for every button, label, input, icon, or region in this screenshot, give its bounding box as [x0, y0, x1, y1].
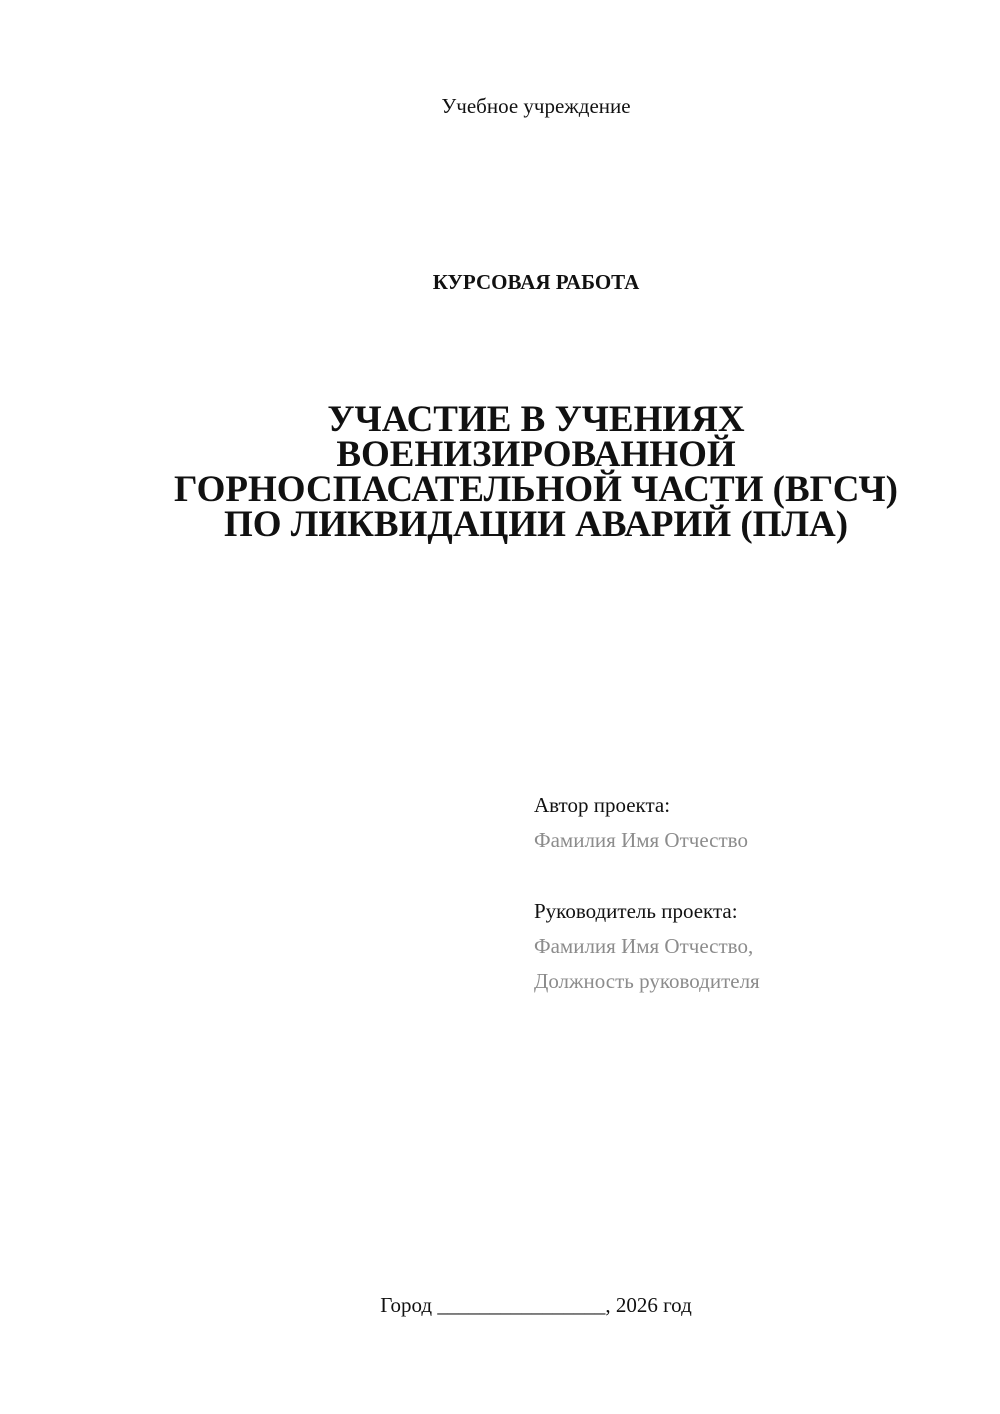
city-year-line: Город ________________, 2026 год [380, 1293, 692, 1317]
document-title [0, 399, 1000, 545]
authors-block [534, 788, 974, 999]
title-line: ВОЕНИЗИРОВАННОЙ [336, 434, 736, 475]
title-line: УЧАСТИЕ В УЧЕНИЯХ [327, 399, 745, 440]
supervisor-position: Должность руководителя [534, 969, 760, 993]
author-label: Автор проекта: [534, 793, 671, 817]
title-line: ГОРНОСПАСАТЕЛЬНОЙ ЧАСТИ (ВГСЧ) [173, 469, 898, 510]
spacer [534, 858, 974, 894]
author-name: Фамилия Имя Отчество [534, 828, 748, 852]
supervisor-label: Руководитель проекта: [534, 899, 738, 923]
institution-name: Учебное учреждение [441, 94, 631, 118]
document-type: КУРСОВАЯ РАБОТА [432, 270, 640, 294]
supervisor-name: Фамилия Имя Отчество, [534, 934, 754, 958]
title-line: ПО ЛИКВИДАЦИИ АВАРИЙ (ПЛА) [223, 504, 849, 545]
